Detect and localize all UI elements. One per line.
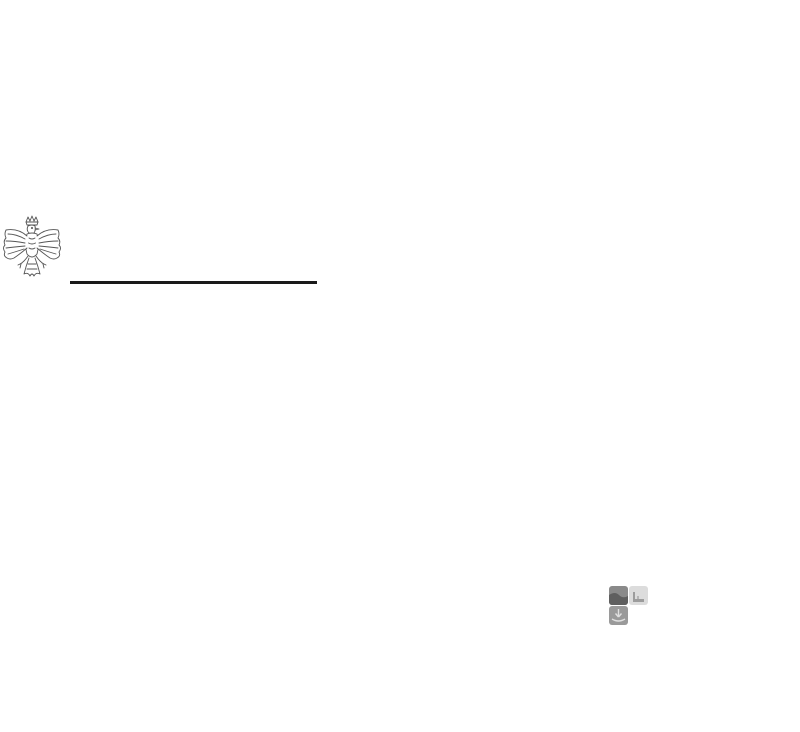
- eagle-emblem-icon: [0, 214, 64, 286]
- wave-tile-icon: [609, 586, 628, 605]
- plant-tile-icon: [609, 606, 628, 625]
- building-tile-icon: [629, 586, 648, 605]
- institution-logo: [608, 585, 650, 627]
- header-rule: [70, 281, 317, 284]
